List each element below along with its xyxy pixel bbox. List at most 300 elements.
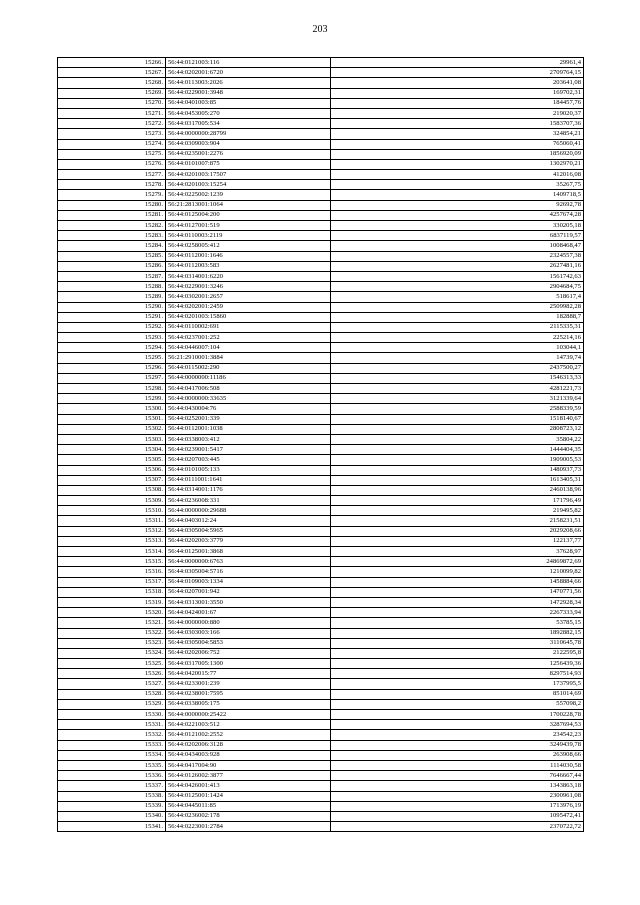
cadastral-value: 1583707,36	[331, 119, 584, 129]
table-row	[58, 170, 584, 180]
cadastral-number: 56:44:0112001:1038	[166, 424, 331, 434]
table-row	[58, 282, 584, 292]
table-row	[58, 455, 584, 465]
row-number: 15323.	[58, 638, 166, 648]
cadastral-value: 219020,37	[331, 108, 584, 118]
cadastral-value: 2588339,59	[331, 404, 584, 414]
table-row	[58, 394, 584, 404]
cadastral-value: 24869872,69	[331, 557, 584, 567]
cadastral-number: 56:44:0309003:904	[166, 139, 331, 149]
cadastral-value: 1008468,47	[331, 241, 584, 251]
cadastral-number: 56:44:0202006:752	[166, 648, 331, 658]
cadastral-number: 56:44:0229001:3246	[166, 282, 331, 292]
table-row	[58, 139, 584, 149]
cadastral-value: 2324557,38	[331, 251, 584, 261]
cadastral-value: 4257674,28	[331, 210, 584, 220]
cadastral-value: 3110645,78	[331, 638, 584, 648]
cadastral-value: 1095472,41	[331, 811, 584, 821]
row-number: 15277.	[58, 170, 166, 180]
table-row	[58, 78, 584, 88]
cadastral-value: 324854,21	[331, 129, 584, 139]
cadastral-value: 1480937,73	[331, 465, 584, 475]
table-row	[58, 740, 584, 750]
cadastral-number: 56:21:2813001:1064	[166, 200, 331, 210]
row-number: 15301.	[58, 414, 166, 424]
table-row	[58, 251, 584, 261]
cadastral-value: 103044,1	[331, 343, 584, 353]
table-row	[58, 536, 584, 546]
cadastral-value: 1700228,78	[331, 710, 584, 720]
cadastral-value: 1302970,21	[331, 159, 584, 169]
cadastral-value: 182888,7	[331, 312, 584, 322]
row-number: 15272.	[58, 119, 166, 129]
cadastral-value: 171796,49	[331, 496, 584, 506]
table-row	[58, 98, 584, 108]
cadastral-number: 56:44:0434003:928	[166, 750, 331, 760]
cadastral-number: 56:44:0000000:33635	[166, 394, 331, 404]
row-number: 15331.	[58, 720, 166, 730]
row-number: 15318.	[58, 587, 166, 597]
cadastral-number: 56:44:0453005:270	[166, 108, 331, 118]
table-row	[58, 608, 584, 618]
table-row	[58, 180, 584, 190]
row-number: 15336.	[58, 771, 166, 781]
cadastral-number: 56:44:0126002:3877	[166, 771, 331, 781]
row-number: 15326.	[58, 669, 166, 679]
cadastral-value: 1737995,5	[331, 679, 584, 689]
cadastral-value: 1713976,19	[331, 801, 584, 811]
row-number: 15297.	[58, 373, 166, 383]
row-number: 15317.	[58, 577, 166, 587]
cadastral-number: 56:44:0305004:5853	[166, 638, 331, 648]
table-row	[58, 221, 584, 231]
cadastral-number: 56:44:0000000:880	[166, 618, 331, 628]
cadastral-value: 2808723,12	[331, 424, 584, 434]
row-number: 15288.	[58, 282, 166, 292]
row-number: 15287.	[58, 271, 166, 281]
cadastral-number: 56:44:0207003:445	[166, 455, 331, 465]
cadastral-value: 2627481,16	[331, 261, 584, 271]
row-number: 15300.	[58, 404, 166, 414]
table-row	[58, 781, 584, 791]
table-row	[58, 373, 584, 383]
cadastral-value: 1256439,36	[331, 659, 584, 669]
cadastral-value: 2709764,15	[331, 68, 584, 78]
cadastral-number: 56:44:0426001:413	[166, 781, 331, 791]
row-number: 15316.	[58, 567, 166, 577]
cadastral-value: 92692,78	[331, 200, 584, 210]
row-number: 15315.	[58, 557, 166, 567]
table-row	[58, 577, 584, 587]
table-row	[58, 210, 584, 220]
table-row	[58, 271, 584, 281]
cadastral-value: 1892882,15	[331, 628, 584, 638]
table-row	[58, 516, 584, 526]
cadastral-number: 56:44:0314001:1176	[166, 485, 331, 495]
row-number: 15284.	[58, 241, 166, 251]
cadastral-value: 53785,15	[331, 618, 584, 628]
row-number: 15289.	[58, 292, 166, 302]
cadastral-value: 1343863,18	[331, 781, 584, 791]
table-row	[58, 699, 584, 709]
cadastral-number: 56:44:0237001:252	[166, 333, 331, 343]
table-row	[58, 506, 584, 516]
cadastral-value: 8297514,93	[331, 669, 584, 679]
cadastral-value: 2509982,28	[331, 302, 584, 312]
row-number: 15320.	[58, 608, 166, 618]
cadastral-value: 1518140,67	[331, 414, 584, 424]
table-row	[58, 190, 584, 200]
table-row	[58, 159, 584, 169]
cadastral-number: 56:44:0420015:77	[166, 669, 331, 679]
row-number: 15337.	[58, 781, 166, 791]
row-number: 15329.	[58, 699, 166, 709]
row-number: 15324.	[58, 648, 166, 658]
table-row	[58, 822, 584, 832]
cadastral-value: 4281221,73	[331, 384, 584, 394]
table-row	[58, 811, 584, 821]
row-number: 15291.	[58, 312, 166, 322]
cadastral-number: 56:44:0112001:1646	[166, 251, 331, 261]
cadastral-number: 56:44:0000000:28799	[166, 129, 331, 139]
row-number: 15304.	[58, 445, 166, 455]
row-number: 15290.	[58, 302, 166, 312]
row-number: 15299.	[58, 394, 166, 404]
cadastral-value: 3287694,53	[331, 720, 584, 730]
cadastral-value: 518617,4	[331, 292, 584, 302]
cadastral-number: 56:44:0112003:583	[166, 261, 331, 271]
cadastral-value: 203641,08	[331, 78, 584, 88]
cadastral-number: 56:44:0235001:2276	[166, 149, 331, 159]
row-number: 15339.	[58, 801, 166, 811]
cadastral-value: 1856920,09	[331, 149, 584, 159]
cadastral-number: 56:44:0121002:2552	[166, 730, 331, 740]
cadastral-value: 37628,97	[331, 547, 584, 557]
cadastral-number: 56:44:0201003:15254	[166, 180, 331, 190]
cadastral-number: 56:44:0430004:76	[166, 404, 331, 414]
cadastral-value: 225214,16	[331, 333, 584, 343]
cadastral-value: 330205,18	[331, 221, 584, 231]
cadastral-value: 2300961,08	[331, 791, 584, 801]
cadastral-value: 1210099,82	[331, 567, 584, 577]
cadastral-value: 412016,08	[331, 170, 584, 180]
cadastral-value: 1613405,31	[331, 475, 584, 485]
table-row	[58, 648, 584, 658]
cadastral-number: 56:44:0317005:1300	[166, 659, 331, 669]
cadastral-value: 1409718,5	[331, 190, 584, 200]
cadastral-number: 56:44:0125001:3868	[166, 547, 331, 557]
cadastral-number: 56:44:0000000:25422	[166, 710, 331, 720]
table-row	[58, 88, 584, 98]
cadastral-value: 1470771,56	[331, 587, 584, 597]
cadastral-number: 56:44:0305004:5965	[166, 526, 331, 536]
table-row	[58, 587, 584, 597]
cadastral-value: 14739,74	[331, 353, 584, 363]
cadastral-number: 56:44:0110003:2119	[166, 231, 331, 241]
table-row	[58, 567, 584, 577]
cadastral-number: 56:44:0113003:2026	[166, 78, 331, 88]
table-row	[58, 445, 584, 455]
table-row	[58, 547, 584, 557]
cadastral-number: 56:44:0424001:67	[166, 608, 331, 618]
cadastral-value: 35267,75	[331, 180, 584, 190]
table-row	[58, 526, 584, 536]
cadastral-number: 56:44:0303003:166	[166, 628, 331, 638]
cadastral-number: 56:44:0417006:508	[166, 384, 331, 394]
table-row	[58, 302, 584, 312]
cadastral-number: 56:44:0317005:534	[166, 119, 331, 129]
cadastral-number: 56:44:0115002:290	[166, 363, 331, 373]
cadastral-value: 1472928,34	[331, 597, 584, 607]
row-number: 15307.	[58, 475, 166, 485]
row-number: 15296.	[58, 363, 166, 373]
row-number: 15276.	[58, 159, 166, 169]
row-number: 15341.	[58, 822, 166, 832]
cadastral-number: 56:44:0403012:24	[166, 516, 331, 526]
table-row	[58, 231, 584, 241]
cadastral-number: 56:44:0233001:239	[166, 679, 331, 689]
cadastral-value: 2115335,31	[331, 322, 584, 332]
table-row	[58, 760, 584, 770]
cadastral-value: 234542,23	[331, 730, 584, 740]
cadastral-value: 1114030,58	[331, 760, 584, 770]
row-number: 15319.	[58, 597, 166, 607]
page-number: 203	[312, 24, 328, 35]
cadastral-value: 1561742,63	[331, 271, 584, 281]
cadastral-number: 56:44:0202001:2459	[166, 302, 331, 312]
row-number: 15273.	[58, 129, 166, 139]
table-row	[58, 292, 584, 302]
row-number: 15286.	[58, 261, 166, 271]
row-number: 15303.	[58, 434, 166, 444]
cadastral-number: 56:44:0201003:17507	[166, 170, 331, 180]
cadastral-number: 56:44:0121003:116	[166, 58, 331, 68]
row-number: 15274.	[58, 139, 166, 149]
row-number: 15302.	[58, 424, 166, 434]
cadastral-number: 56:44:0229001:3948	[166, 88, 331, 98]
cadastral-value: 2437500,27	[331, 363, 584, 373]
table-row	[58, 333, 584, 343]
cadastral-value: 1909005,53	[331, 455, 584, 465]
table-row	[58, 312, 584, 322]
cadastral-number: 56:44:0221003:512	[166, 720, 331, 730]
table-row	[58, 679, 584, 689]
cadastral-value: 263908,66	[331, 750, 584, 760]
row-number: 15282.	[58, 221, 166, 231]
row-number: 15333.	[58, 740, 166, 750]
row-number: 15278.	[58, 180, 166, 190]
row-number: 15321.	[58, 618, 166, 628]
cadastral-value: 3249439,78	[331, 740, 584, 750]
table-row	[58, 485, 584, 495]
table-row	[58, 557, 584, 567]
row-number: 15269.	[58, 88, 166, 98]
cadastral-value: 29961,4	[331, 58, 584, 68]
cadastral-number: 56:44:0101007:875	[166, 159, 331, 169]
row-number: 15293.	[58, 333, 166, 343]
table-row	[58, 730, 584, 740]
table-row	[58, 129, 584, 139]
table-row	[58, 618, 584, 628]
table-row	[58, 414, 584, 424]
cadastral-value: 851014,69	[331, 689, 584, 699]
cadastral-number: 56:44:0202001:6720	[166, 68, 331, 78]
cadastral-value: 2904684,75	[331, 282, 584, 292]
table-row	[58, 801, 584, 811]
cadastral-number: 56:44:0314001:6220	[166, 271, 331, 281]
cadastral-number: 56:44:0305004:5716	[166, 567, 331, 577]
row-number: 15275.	[58, 149, 166, 159]
row-number: 15314.	[58, 547, 166, 557]
cadastral-number: 56:21:2910001:3884	[166, 353, 331, 363]
cadastral-number: 56:44:0207001:942	[166, 587, 331, 597]
cadastral-value: 2029208,66	[331, 526, 584, 536]
row-number: 15298.	[58, 384, 166, 394]
table-row	[58, 261, 584, 271]
table-row	[58, 475, 584, 485]
table-row	[58, 771, 584, 781]
table-row	[58, 363, 584, 373]
table-row	[58, 384, 584, 394]
cadastral-number: 56:44:0110002:691	[166, 322, 331, 332]
cadastral-value: 2267333,94	[331, 608, 584, 618]
row-number: 15285.	[58, 251, 166, 261]
table-row	[58, 241, 584, 251]
table-row	[58, 353, 584, 363]
cadastral-number: 56:44:0252001:339	[166, 414, 331, 424]
table-row	[58, 710, 584, 720]
row-number: 15312.	[58, 526, 166, 536]
registry-table-body	[58, 58, 584, 832]
cadastral-number: 56:44:0445011:85	[166, 801, 331, 811]
table-row	[58, 404, 584, 414]
table-row	[58, 68, 584, 78]
table-row	[58, 628, 584, 638]
cadastral-number: 56:44:0238001:7595	[166, 689, 331, 699]
cadastral-number: 56:44:0236008:331	[166, 496, 331, 506]
table-row	[58, 149, 584, 159]
row-number: 15267.	[58, 68, 166, 78]
row-number: 15328.	[58, 689, 166, 699]
cadastral-value: 7646667,44	[331, 771, 584, 781]
cadastral-number: 56:44:0202006:3128	[166, 740, 331, 750]
table-row	[58, 119, 584, 129]
row-number: 15311.	[58, 516, 166, 526]
row-number: 15332.	[58, 730, 166, 740]
cadastral-number: 56:44:0125004:200	[166, 210, 331, 220]
cadastral-value: 765060,41	[331, 139, 584, 149]
row-number: 15330.	[58, 710, 166, 720]
cadastral-value: 184457,76	[331, 98, 584, 108]
table-row	[58, 669, 584, 679]
cadastral-number: 56:44:0258005:412	[166, 241, 331, 251]
row-number: 15270.	[58, 98, 166, 108]
cadastral-number: 56:44:0401003:85	[166, 98, 331, 108]
cadastral-value: 2460138,96	[331, 485, 584, 495]
row-number: 15279.	[58, 190, 166, 200]
row-number: 15305.	[58, 455, 166, 465]
cadastral-value: 1546313,33	[331, 373, 584, 383]
row-number: 15335.	[58, 760, 166, 770]
table-row	[58, 496, 584, 506]
cadastral-number: 56:44:0111001:1641	[166, 475, 331, 485]
cadastral-number: 56:44:0000000:6763	[166, 557, 331, 567]
row-number: 15268.	[58, 78, 166, 88]
table-row	[58, 720, 584, 730]
row-number: 15313.	[58, 536, 166, 546]
table-row	[58, 597, 584, 607]
row-number: 15327.	[58, 679, 166, 689]
cadastral-value: 2122595,8	[331, 648, 584, 658]
cadastral-number: 56:44:0127001:519	[166, 221, 331, 231]
cadastral-number: 56:44:0338003:412	[166, 434, 331, 444]
table-row	[58, 465, 584, 475]
row-number: 15322.	[58, 628, 166, 638]
row-number: 15334.	[58, 750, 166, 760]
cadastral-value: 122137,77	[331, 536, 584, 546]
row-number: 15306.	[58, 465, 166, 475]
cadastral-number: 56:44:0101005:133	[166, 465, 331, 475]
cadastral-number: 56:44:0338005:175	[166, 699, 331, 709]
registry-table	[57, 57, 584, 832]
table-row	[58, 200, 584, 210]
row-number: 15340.	[58, 811, 166, 821]
row-number: 15294.	[58, 343, 166, 353]
cadastral-number: 56:44:0417004:90	[166, 760, 331, 770]
table-row	[58, 424, 584, 434]
cadastral-number: 56:44:0109003:1334	[166, 577, 331, 587]
row-number: 15310.	[58, 506, 166, 516]
table-row	[58, 343, 584, 353]
cadastral-value: 6837119,57	[331, 231, 584, 241]
cadastral-value: 2370722,72	[331, 822, 584, 832]
cadastral-value: 557098,2	[331, 699, 584, 709]
row-number: 15280.	[58, 200, 166, 210]
table-row	[58, 689, 584, 699]
cadastral-value: 1458884,66	[331, 577, 584, 587]
row-number: 15295.	[58, 353, 166, 363]
cadastral-number: 56:44:0225002:1239	[166, 190, 331, 200]
table-row	[58, 322, 584, 332]
table-row	[58, 434, 584, 444]
cadastral-number: 56:44:0239001:5417	[166, 445, 331, 455]
row-number: 15271.	[58, 108, 166, 118]
table-row	[58, 659, 584, 669]
cadastral-number: 56:44:0000000:11186	[166, 373, 331, 383]
cadastral-number: 56:44:0446007:104	[166, 343, 331, 353]
cadastral-number: 56:44:0125001:1424	[166, 791, 331, 801]
table-row	[58, 791, 584, 801]
cadastral-number: 56:44:0302001:2657	[166, 292, 331, 302]
row-number: 15308.	[58, 485, 166, 495]
cadastral-number: 56:44:0236002:178	[166, 811, 331, 821]
cadastral-number: 56:44:0313001:3550	[166, 597, 331, 607]
row-number: 15325.	[58, 659, 166, 669]
table-row	[58, 108, 584, 118]
cadastral-value: 3121339,64	[331, 394, 584, 404]
row-number: 15281.	[58, 210, 166, 220]
table-row	[58, 750, 584, 760]
row-number: 15338.	[58, 791, 166, 801]
cadastral-number: 56:44:0201003:15860	[166, 312, 331, 322]
row-number: 15266.	[58, 58, 166, 68]
row-number: 15292.	[58, 322, 166, 332]
cadastral-value: 169702,31	[331, 88, 584, 98]
row-number: 15309.	[58, 496, 166, 506]
cadastral-number: 56:44:0202003:3779	[166, 536, 331, 546]
cadastral-value: 219495,82	[331, 506, 584, 516]
cadastral-value: 1444404,35	[331, 445, 584, 455]
